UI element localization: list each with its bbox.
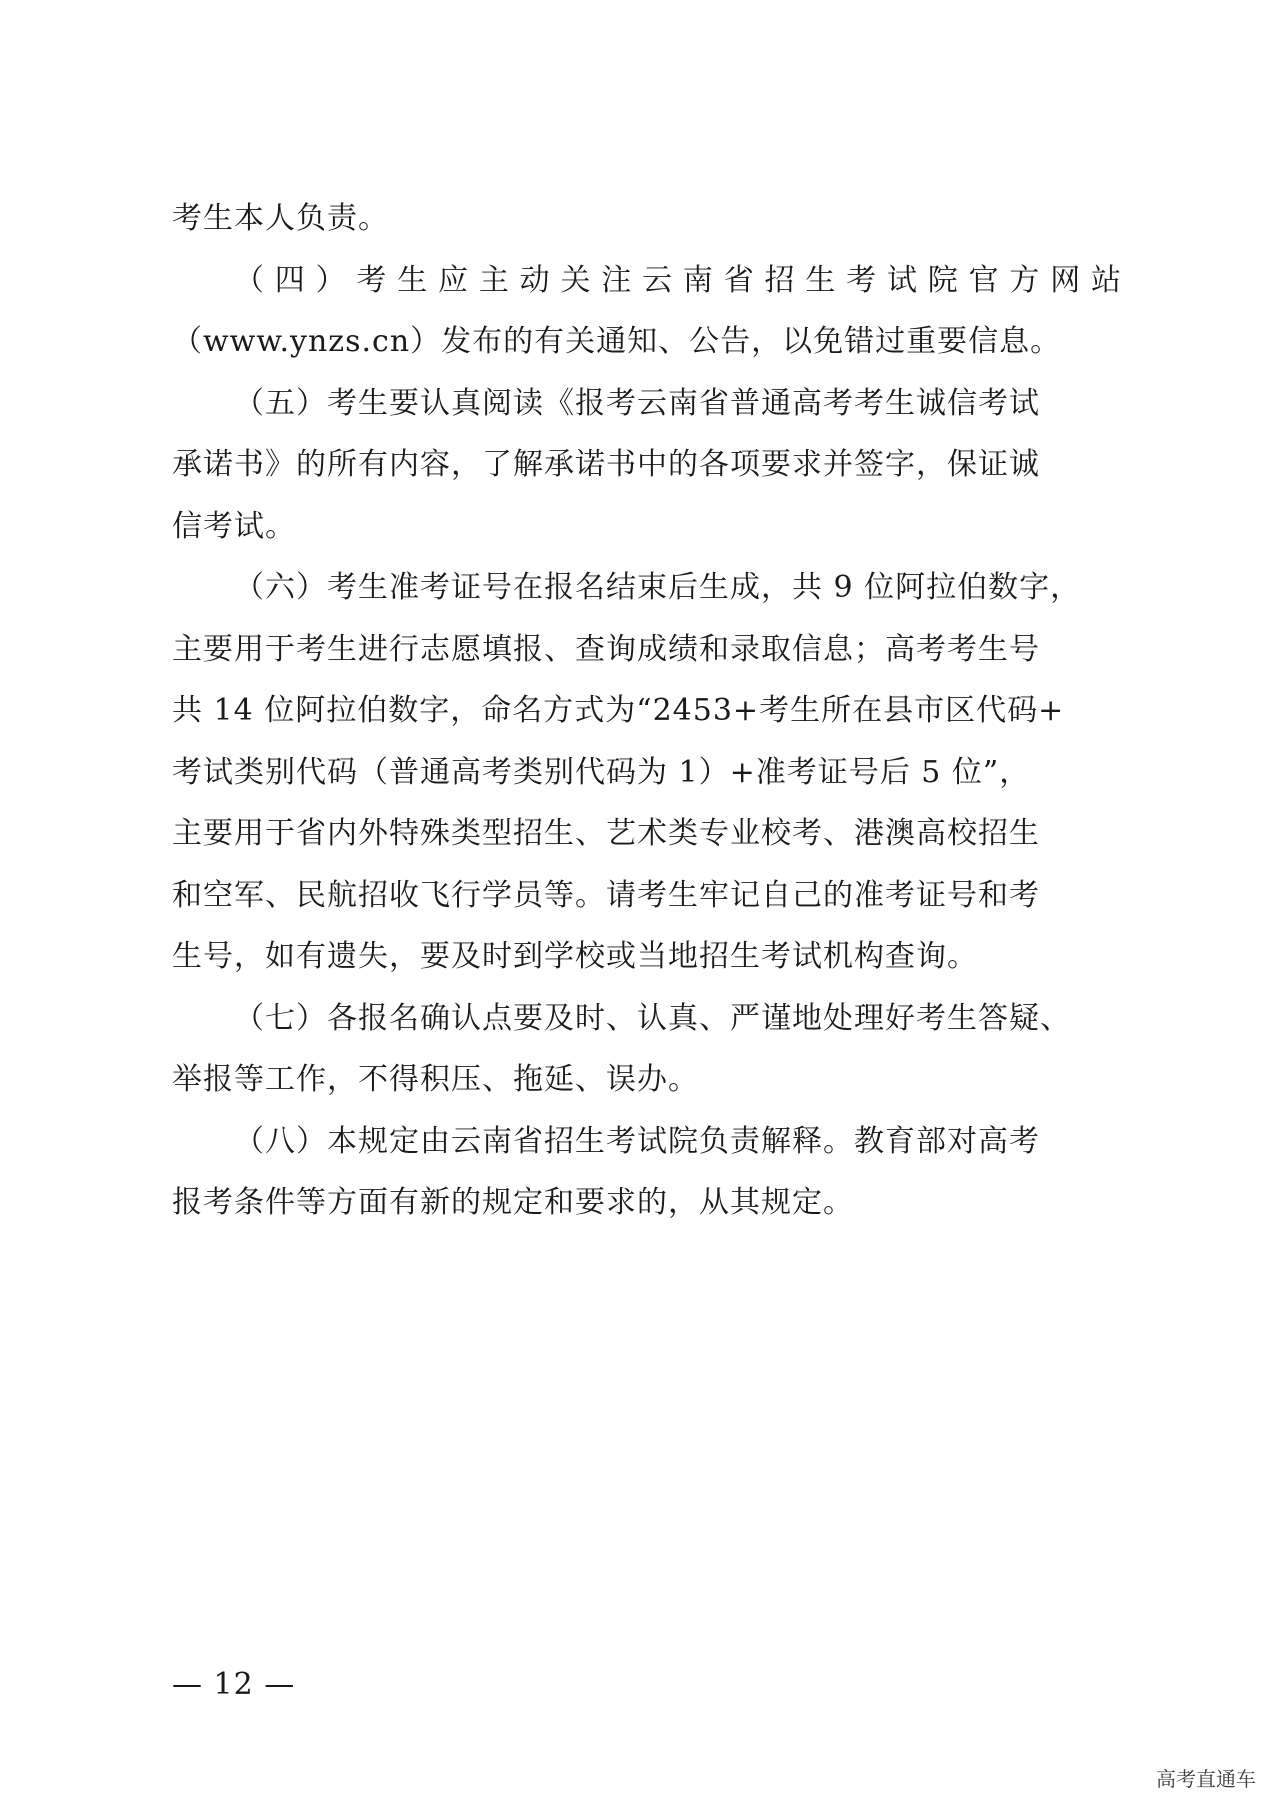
text-line: 承诺书》的所有内容，了解承诺书中的各项要求并签字，保证诚 [172,447,1040,482]
text-line: 主要用于考生进行志愿填报、查询成绩和录取信息；高考考生号 [172,631,1040,667]
text-line: 和空军、民航招收飞行学员等。请考生牢记自己的准考证号和考 [172,877,1040,913]
text-line: （四）考生应主动关注云南省招生考试院官方网站 [234,262,1122,298]
text-line: 考生本人负责。 [172,201,389,236]
text-line: 信考试。 [172,508,296,544]
text-line: 主要用于省内外特殊类型招生、艺术类专业校考、港澳高校招生 [172,816,1040,851]
watermark-text: 高考直通车 [1156,1767,1256,1791]
text-line: （六）考生准考证号在报名结束后生成，共 9 位阿拉伯数字， [234,570,1082,605]
text-line: 考试类别代码（普通高考类别代码为 1）+准考证号后 5 位”， [172,754,1031,790]
text-line: （七）各报名确认点要及时、认真、严谨地处理好考生答疑、 [234,1000,1071,1036]
text-line: 报考条件等方面有新的规定和要求的，从其规定。 [172,1185,854,1220]
page-number: — 12 — [172,1667,296,1702]
text-line: 共 14 位阿拉伯数字，命名方式为“2453+考生所在县市区代码+ [172,693,1065,728]
text-line: （五）考生要认真阅读《报考云南省普通高考考生诚信考试 [234,385,1040,421]
text-line: 生号，如有遗失，要及时到学校或当地招生考试机构查询。 [172,939,978,974]
text-line: （八）本规定由云南省招生考试院负责解释。教育部对高考 [234,1123,1040,1159]
document-body [172,188,1122,1234]
text-line: （www.ynzs.cn）发布的有关通知、公告，以免错过重要信息。 [172,324,1062,359]
text-line: 举报等工作，不得积压、拖延、误办。 [172,1062,699,1097]
